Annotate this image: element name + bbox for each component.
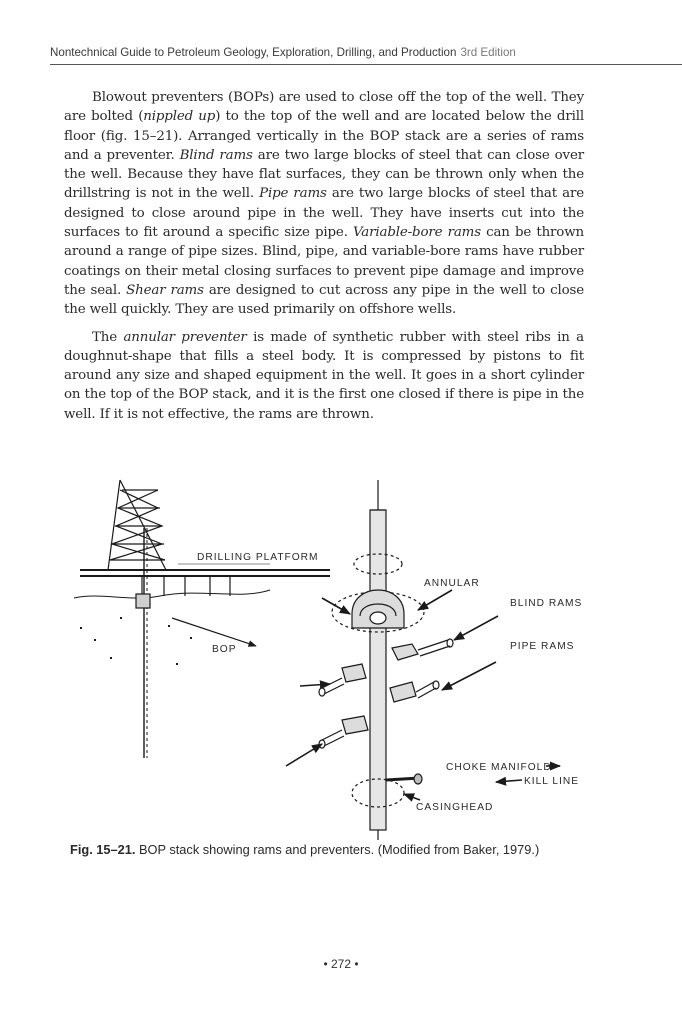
term-nippled-up: nippled up (143, 109, 216, 125)
page-number: • 272 • (323, 957, 359, 971)
p1-text-4: are two large blocks of steel that are designed to close around pipe in the well. They have inserts cut into the surfaces to fit around a specific size pipe. (64, 186, 584, 241)
caption-text: BOP stack showing rams and preventers. (Modified from Baker, 1979.) (135, 842, 540, 857)
label-annular: ANNULAR (424, 578, 480, 589)
p2-text-1: The (92, 329, 124, 345)
annular-preventer-shape (352, 590, 404, 628)
p1-text-2: ) to the top of the well and are located below the drill floor (fig. 15–21). Arranged vertically in the BOP stack are a series of rams and a preventer. (64, 109, 584, 163)
p1-text-6: are designed to cut across any pipe in the well to close the well quickly. They are used primarily on offshore wells. (64, 282, 584, 318)
paragraph-bop (64, 88, 584, 320)
caption-label: Fig. 15–21. (70, 842, 136, 857)
p1-text-3: are two large blocks of steel that can close over the well. Because they have flat surfaces, they can be thrown only when the drillstring is not in the well. (64, 147, 584, 202)
label-casinghead: CASINGHEAD (416, 802, 494, 813)
bop-stack-figure (60, 468, 600, 840)
term-pipe-rams: Pipe rams (259, 186, 327, 202)
header-rule (50, 64, 682, 65)
book-title: Nontechnical Guide to Petroleum Geology, Exploration, Drilling, and Production (50, 46, 457, 59)
label-kill-line: KILL LINE (524, 776, 580, 787)
paragraph-annular (64, 328, 584, 424)
term-annular-preventer: annular preventer (123, 329, 247, 345)
label-blind-rams: BLIND RAMS (510, 598, 583, 609)
body-text (64, 88, 584, 432)
label-choke-manifold: CHOKE MANIFOLD (446, 762, 552, 773)
running-header (50, 46, 682, 59)
label-pipe-rams: PIPE RAMS (510, 641, 575, 652)
term-blind-rams: Blind rams (179, 147, 253, 163)
term-variable-bore-rams: Variable-bore rams (352, 225, 481, 241)
drilling-rig-illustration (74, 480, 330, 758)
edition-label: 3rd Edition (460, 46, 516, 59)
p1-text-1: Blowout preventers (BOPs) are used to close off the top of the well. They are bolted ( (64, 90, 584, 125)
bop-stack-illustration (319, 480, 453, 840)
p2-text-2: is made of synthetic rubber with steel ribs in a doughnut-shape that fills a steel body. It is compressed by pistons to fit around any size and shaped equipment in the well. It goes in a short cylinder on the top of the BOP stack, and it is the first one closed if there is pipe in the well. If it is not effective, the rams are thrown. (64, 329, 584, 422)
label-drilling-platform: DRILLING PLATFORM (197, 552, 319, 563)
label-bop: BOP (212, 644, 237, 655)
term-shear-rams: Shear rams (126, 282, 204, 298)
figure-caption (70, 842, 670, 857)
p1-text-5: can be thrown around a range of pipe sizes. Blind, pipe, and variable-bore rams have rubber coatings on their metal closing surfaces to prevent pipe damage and improve the seal. (64, 225, 584, 298)
blind-ram-blocks (392, 639, 453, 660)
